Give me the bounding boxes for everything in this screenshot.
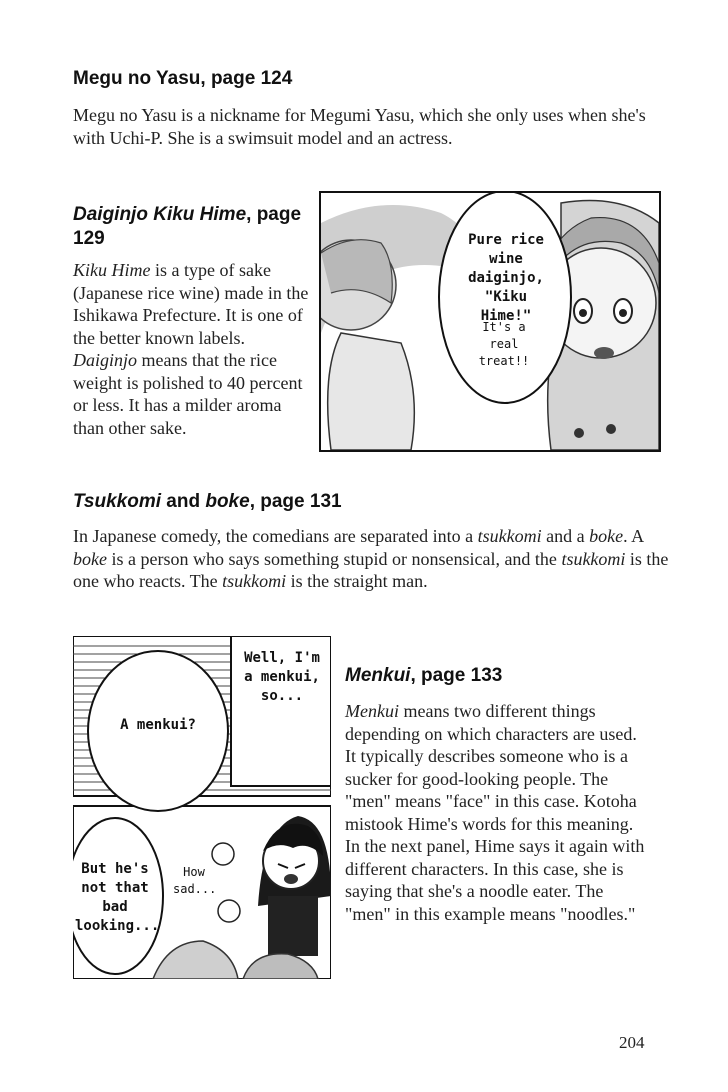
menkui-text-rest: means two different things depending on which characters are used. It typically describes someone who is a sucker for good-looking people. The "men" means "face" in this case. Kotoha mistook Hime's words for this meaning. In the next panel, Hime says it again with different characters. In this case, she is saying that she's a noodle eater. The "men" in this example means "noodles." xyxy=(345,701,645,924)
tsukkomi-term-2: tsukkomi xyxy=(561,548,626,569)
tsukkomi-text-2: and a xyxy=(541,526,590,546)
daiginjo-title-rest: , page 129 xyxy=(73,204,302,249)
tsukkomi-text-5: is the one who reacts. The xyxy=(73,548,669,591)
menkui-paragraph xyxy=(345,700,645,925)
menkui-heading xyxy=(345,665,502,687)
daiginjo-term: Daiginjo xyxy=(73,350,138,370)
tsukkomi-text-4: is a person who says something stupid or nonsensical, and the xyxy=(106,548,562,569)
tsukkomi-term-1: tsukkomi xyxy=(477,526,542,546)
daiginjo-text-part1: is a type of sake (Japanese rice wine) made in the Ishikawa Prefecture. It is one of the better known labels. xyxy=(73,260,309,348)
tsukkomi-heading xyxy=(73,491,342,513)
bubble-text-treat: It's a real treat!! xyxy=(478,320,530,368)
tsukkomi-title-rest: , page 131 xyxy=(249,491,342,512)
tsukkomi-text-1: In Japanese comedy, the comedians are separated into a xyxy=(73,526,478,546)
bubble-text-well-menkui: Well, I'm a menkui, so... xyxy=(244,650,320,704)
tsukkomi-term-3: tsukkomi xyxy=(222,571,287,591)
bubble-text-how-sad: How sad... xyxy=(173,865,217,896)
manga-panel-daiginjo xyxy=(319,191,661,452)
kiku-hime-term: Kiku Hime xyxy=(73,260,151,280)
megu-text: Megu no Yasu is a nickname for Megumi Yasu, which she only uses when she's with Uchi-P. She is a swimsuit model and an actress. xyxy=(73,105,646,148)
daiginjo-title-italic: Daiginjo Kiku Hime xyxy=(73,204,247,225)
manga-panel-menkui xyxy=(73,636,331,979)
page-number: 204 xyxy=(619,1033,645,1052)
menkui-text xyxy=(345,700,645,925)
tsukkomi-text xyxy=(73,525,673,593)
tsukkomi-text-6: is the straight man. xyxy=(286,571,428,591)
tsukkomi-paragraph xyxy=(73,525,673,593)
daiginjo-text-part2: means that the rice weight is polished to 40 percent or less. It has a milder aroma than other sake. xyxy=(73,350,303,438)
daiginjo-text xyxy=(73,259,311,439)
megu-heading xyxy=(73,68,292,90)
menkui-title-italic: Menkui xyxy=(345,665,411,686)
bubble-text-main: Pure rice wine daiginjo, "Kiku Hime!" xyxy=(468,232,544,324)
daiginjo-paragraph xyxy=(73,259,311,439)
tsukkomi-text-3: . A xyxy=(623,526,644,546)
megu-title: Megu no Yasu, page 124 xyxy=(73,68,293,89)
tsukkomi-title-italic: Tsukkomi xyxy=(73,491,161,512)
menkui-title-rest: , page 133 xyxy=(410,665,503,686)
boke-term-1: boke xyxy=(589,526,624,546)
boke-term-2: boke xyxy=(73,548,107,569)
tsukkomi-title-mid: and xyxy=(161,491,206,512)
daiginjo-heading xyxy=(73,203,313,251)
menkui-term: Menkui xyxy=(345,701,399,721)
megu-paragraph xyxy=(73,104,673,149)
bubble-text-not-bad: But he's not that bad looking... xyxy=(75,861,160,934)
boke-title-italic: boke xyxy=(205,491,250,512)
bubble-text-a-menkui: A menkui? xyxy=(120,717,196,733)
